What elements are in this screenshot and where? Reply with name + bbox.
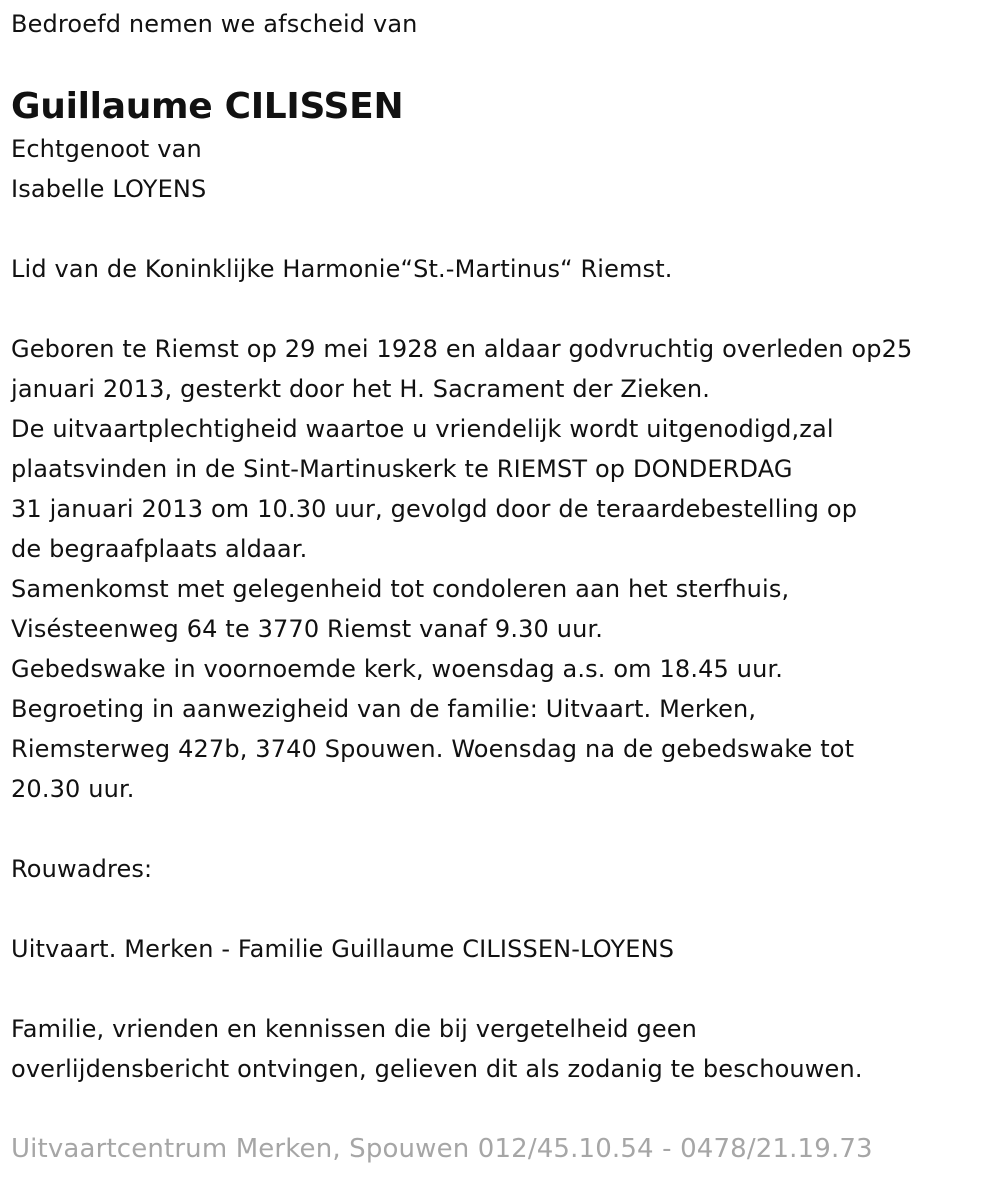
details-line: 20.30 uur. [11,775,135,803]
mourning-address: Uitvaart. Merken - Familie Guillaume CILISSEN-LOYENS [11,935,675,963]
details-line: januari 2013, gesterkt door het H. Sacrament der Zieken. [11,375,711,403]
details-line: Gebedswake in voornoemde kerk, woensdag a.s. om 18.45 uur. [11,655,784,683]
closing-line: overlijdensbericht ontvingen, gelieven dit als zodanig te beschouwen. [11,1055,863,1083]
spacer [11,889,996,929]
details-line: Samenkomst met gelegenheid tot condoleren aan het sterfhuis, [11,575,790,603]
membership-text: Lid van de Koninklijke Harmonie“St.-Martinus“ Riemst. [11,255,673,283]
details-line: 31 januari 2013 om 10.30 uur, gevolgd door de teraardebestelling op [11,495,858,523]
details-line: De uitvaartplechtigheid waartoe u vriendelijk wordt uitgenodigd,zal [11,415,834,443]
deceased-name: Guillaume CILISSEN [11,86,404,127]
details-line: plaatsvinden in de Sint-Martinuskerk te RIEMST op DONDERDAG [11,455,793,483]
intro-text: Bedroefd nemen we afscheid van [11,10,418,38]
spacer [11,969,996,1009]
spouse-label: Echtgenoot van [11,135,202,163]
details-line: Geboren te Riemst op 29 mei 1928 en aldaar godvruchtig overleden op25 [11,335,913,363]
spouse-block [11,129,996,209]
mourning-address-label: Rouwadres: [11,855,153,883]
closing-line: Familie, vrienden en kennissen die bij vergetelheid geen [11,1015,698,1043]
details-line: Visésteenweg 64 te 3770 Riemst vanaf 9.30 uur. [11,615,604,643]
spouse-name: Isabelle LOYENS [11,175,207,203]
details-line: Begroeting in aanwezigheid van de familie: Uitvaart. Merken, [11,695,757,723]
details-line: Riemsterweg 427b, 3740 Spouwen. Woensdag na de gebedswake tot [11,735,855,763]
death-notice [11,0,996,1169]
closing-block [11,1009,996,1089]
spacer [11,209,996,249]
spacer [11,289,996,329]
details-block [11,329,996,809]
funeral-home-footer: Uitvaartcentrum Merken, Spouwen 012/45.10.54 - 0478/21.19.73 [11,1134,873,1164]
details-line: de begraafplaats aldaar. [11,535,308,563]
spacer [11,809,996,849]
